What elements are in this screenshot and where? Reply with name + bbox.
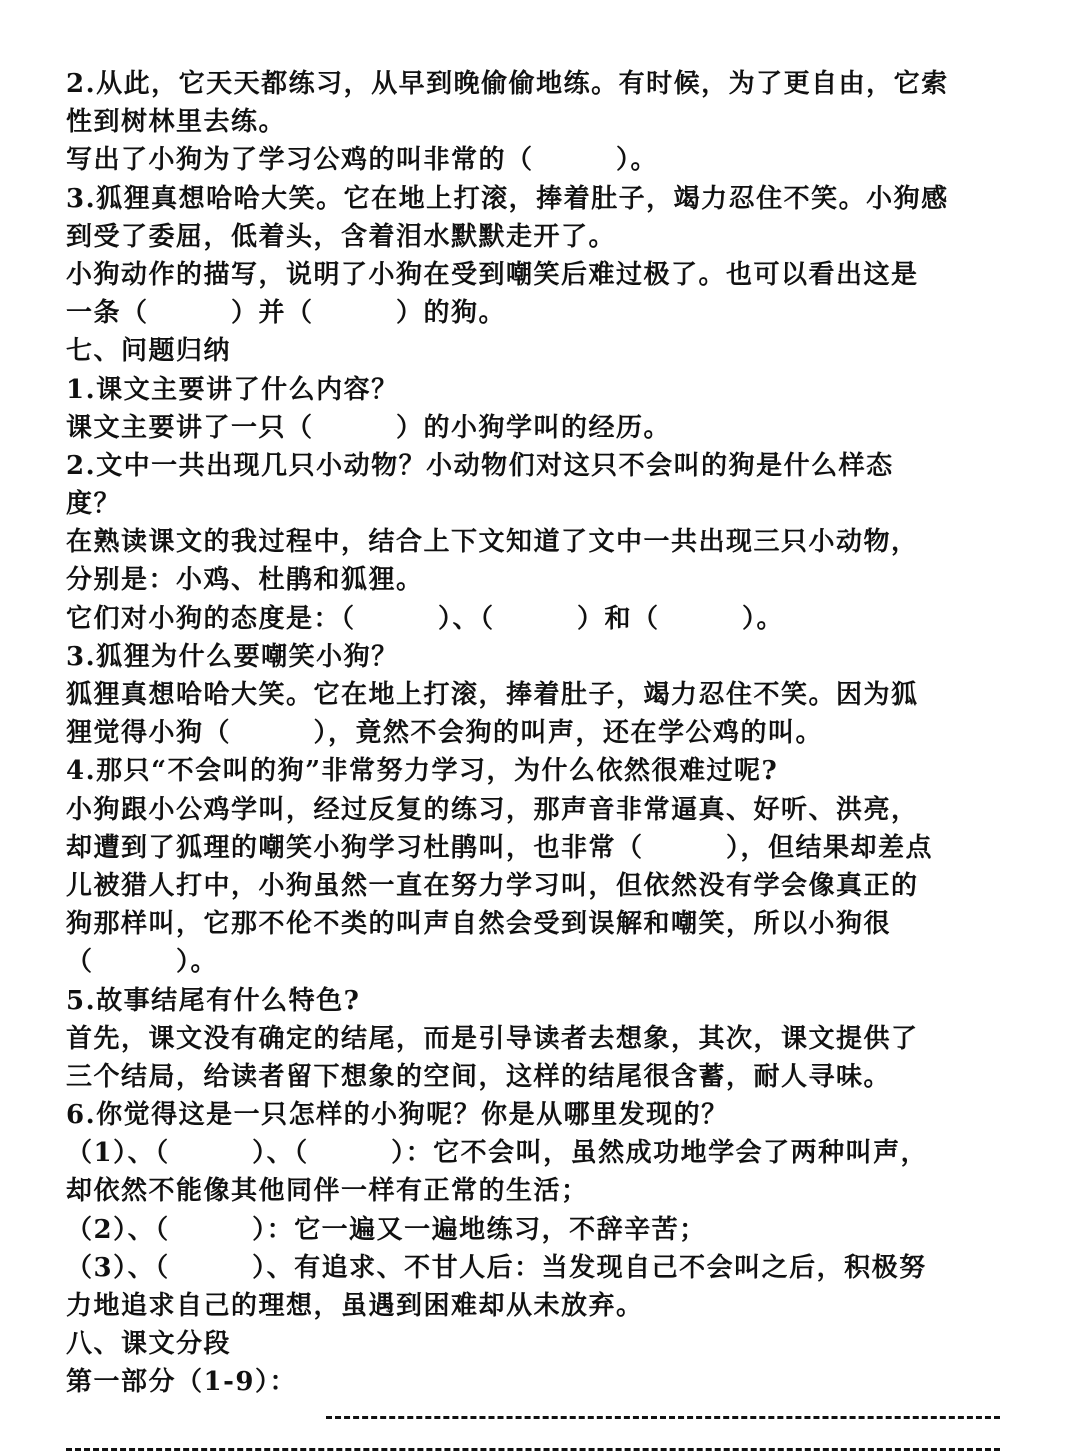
text-line: 3.狐狸真想哈哈大笑。它在地上打滚，捧着肚子，竭力忍住不笑。小狗感 bbox=[66, 183, 949, 214]
text-line: 却依然不能像其他同伴一样有正常的生活； bbox=[66, 1176, 589, 1207]
text-line: 性到树林里去练。 bbox=[66, 107, 287, 138]
text-line: 小狗动作的描写，说明了小狗在受到嘲笑后难过极了。也可以看出这是 bbox=[66, 259, 919, 290]
question-line: 4.那只“不会叫的狗”非常努力学习，为什么依然很难过呢? bbox=[66, 756, 779, 787]
text-line: 到受了委屈，低着头，含着泪水默默走开了。 bbox=[66, 221, 617, 252]
text-line: 儿被猎人打中，小狗虽然一直在努力学习叫，但依然没有学会像真正的 bbox=[66, 870, 919, 901]
text-line: （1）、（ ）、（ ）：它不会叫，虽然成功地学会了两种叫声， bbox=[66, 1138, 929, 1169]
text-line: （ ）。 bbox=[66, 947, 219, 978]
text-line: 2.从此，它天天都练习，从早到晚偷偷地练。有时候，为了更自由，它索 bbox=[66, 69, 949, 99]
text-line: 小狗跟小公鸡学叫，经过反复的练习，那声音非常逼真、好听、洪亮， bbox=[66, 794, 919, 825]
part-one-label: 第一部分（1-9）： bbox=[66, 1367, 297, 1398]
question-line: 2.文中一共出现几只小动物？小动物们对这只不会叫的狗是什么样态 bbox=[66, 450, 894, 481]
question-line: 5.故事结尾有什么特色? bbox=[66, 985, 361, 1016]
question-line: 1.课文主要讲了什么内容？ bbox=[66, 374, 399, 405]
text-line: 课文主要讲了一只（ ）的小狗学叫的经历。 bbox=[66, 412, 672, 443]
text-line: （2）、（ ）：它一遍又一遍地练习，不辞辛苦； bbox=[66, 1214, 707, 1245]
text-line: 却遭到了狐理的嘲笑小狗学习杜鹃叫，也非常（ ），但结果却差点 bbox=[66, 832, 934, 863]
text-line: 分别是：小鸡、杜鹃和狐狸。 bbox=[66, 565, 424, 596]
text-line: 首先，课文没有确定的结尾，而是引导读者去想象，其次，课文提供了 bbox=[66, 1023, 919, 1054]
section-heading-7: 七、问题归纳 bbox=[66, 336, 232, 367]
text-line: 狐狸真想哈哈大笑。它在地上打滚，捧着肚子，竭力忍住不笑。因为狐 bbox=[66, 680, 919, 710]
text-line: 力地追求自己的理想，虽遇到困难却从未放弃。 bbox=[66, 1291, 644, 1321]
text-line: 狗那样叫，它那不伦不类的叫声自然会受到误解和嘲笑，所以小狗很 bbox=[66, 909, 892, 940]
text-line: 在熟读课文的我过程中，结合上下文知道了文中一共出现三只小动物， bbox=[66, 527, 919, 558]
text-line: 狸觉得小狗（ ），竟然不会狗的叫声，还在学公鸡的叫。 bbox=[66, 718, 824, 749]
question-line: 度？ bbox=[66, 489, 122, 520]
section-heading-8: 八、课文分段 bbox=[66, 1329, 232, 1360]
text-line: （3）、（ ）、有追求、不甘人后：当发现自己不会叫之后，积极努 bbox=[66, 1252, 927, 1283]
text-line: 它们对小狗的态度是：（ ）、（ ）和（ ）。 bbox=[66, 603, 785, 634]
question-line: 3.狐狸为什么要嘲笑小狗？ bbox=[66, 641, 399, 672]
text-line: 一条（ ）并（ ）的狗。 bbox=[66, 298, 507, 329]
text-line: 三个结局，给读者留下想象的空间，这样的结尾很含蓄，耐人寻味。 bbox=[66, 1061, 892, 1092]
answer-blank-line bbox=[326, 1416, 1000, 1419]
question-line: 6.你觉得这是一只怎样的小狗呢？你是从哪里发现的？ bbox=[66, 1100, 729, 1131]
text-line: 写出了小狗为了学习公鸡的叫非常的（ ）。 bbox=[66, 145, 659, 176]
answer-blank-line bbox=[66, 1448, 1000, 1451]
